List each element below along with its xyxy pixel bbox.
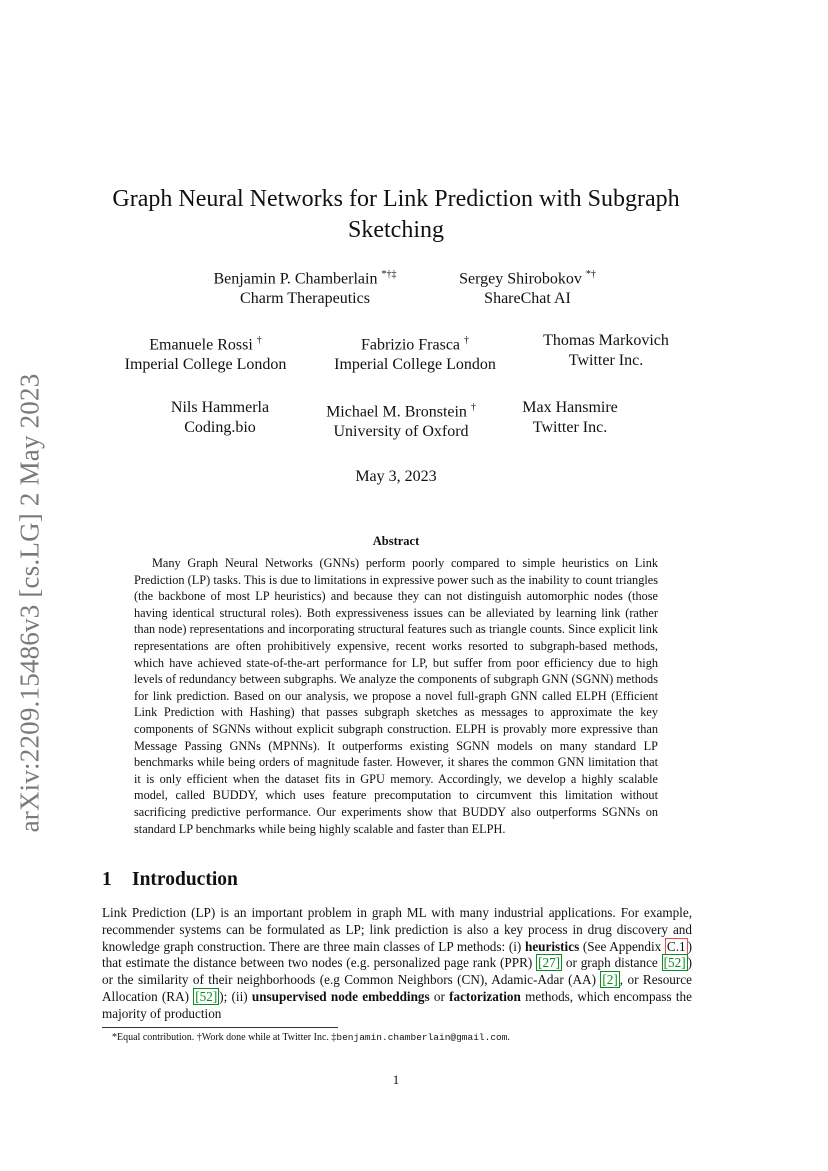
author-block bbox=[520, 331, 692, 371]
arxiv-sidebar bbox=[8, 358, 52, 848]
intro-text: Link Prediction (LP) is an important problem in graph ML with many industrial applications. For example, recommender systems can be formulated as LP; link prediction is also a key process in drug discovery and knowledge graph construction. There are three main classes of LP methods: (i) bbox=[102, 905, 692, 954]
abstract-heading: Abstract bbox=[372, 534, 420, 548]
footnote-rule bbox=[102, 1027, 338, 1028]
author-marks: *† bbox=[585, 269, 596, 280]
footnote-text: *Equal contribution. bbox=[112, 1032, 197, 1043]
author-block bbox=[108, 331, 303, 375]
intro-text: or bbox=[429, 988, 450, 1004]
arxiv-identifier: arXiv:2209.15486v3 [cs.LG] 2 May 2023 bbox=[14, 373, 45, 833]
author-affiliation: Imperial College London bbox=[334, 356, 496, 374]
author-affiliation: ShareChat AI bbox=[484, 290, 571, 308]
author-affiliation: Charm Therapeutics bbox=[240, 290, 370, 308]
citation-link[interactable]: [27] bbox=[538, 955, 561, 971]
intro-text: ); (ii) bbox=[219, 988, 252, 1004]
author-name: Emanuele Rossi bbox=[149, 336, 253, 354]
intro-bold: factorization bbox=[449, 988, 521, 1004]
author-name: Max Hansmire bbox=[522, 399, 618, 416]
intro-text: (See Appendix bbox=[579, 938, 665, 954]
author-affiliation: University of Oxford bbox=[333, 423, 469, 441]
intro-text: , or Resource Allocation (RA) bbox=[102, 972, 692, 1004]
author-block bbox=[180, 265, 430, 309]
author-affiliation: Twitter Inc. bbox=[532, 419, 608, 436]
section-heading bbox=[102, 869, 238, 891]
author-affiliation: Imperial College London bbox=[124, 356, 287, 374]
section-title: Introduction bbox=[132, 869, 238, 890]
intro-paragraph bbox=[102, 905, 692, 1023]
author-affiliation: Twitter Inc. bbox=[568, 352, 644, 369]
author-block bbox=[316, 331, 514, 375]
author-block bbox=[430, 265, 625, 309]
citation-link[interactable]: [2] bbox=[602, 972, 618, 988]
citation-link[interactable]: [52] bbox=[663, 955, 686, 971]
author-marks: † bbox=[470, 402, 476, 413]
intro-bold: unsupervised node embeddings bbox=[251, 988, 430, 1004]
appendix-link[interactable]: C.1 bbox=[666, 938, 686, 954]
author-block bbox=[150, 398, 290, 438]
author-marks: † bbox=[464, 335, 470, 346]
intro-bold: heuristics bbox=[524, 938, 580, 954]
intro-text: ) that estimate the distance between two nodes (e.g. personalized page rank (PPR) bbox=[102, 938, 693, 971]
author-name: Thomas Markovich bbox=[543, 332, 669, 349]
intro-text: ) or the similarity of their neighborhoods (e.g Common Neighbors (CN), Adamic-Adar (AA) bbox=[102, 955, 692, 988]
footnote-text: . bbox=[507, 1032, 510, 1043]
author-marks: † bbox=[256, 335, 262, 346]
author-name: Michael M. Bronstein bbox=[326, 403, 467, 421]
citation-link[interactable]: [52] bbox=[195, 988, 218, 1004]
author-affiliation: Coding.bio bbox=[184, 419, 256, 436]
footnote-text: †Work done while at Twitter Inc. bbox=[196, 1032, 332, 1043]
author-name: Fabrizio Frasca bbox=[360, 336, 461, 354]
footnote bbox=[112, 1032, 510, 1043]
author-name: Nils Hammerla bbox=[170, 399, 270, 416]
abstract-text: Many Graph Neural Networks (GNNs) perform poorly compared to simple heuristics on Link Prediction (LP) tasks. This is due to limitations in expressive power such as the inability to count triangles (the backbone of most LP heuristics) and because they can not distinguish automorphic nodes (those having identical structural roles). Both expressiveness issues can be alleviated by learning link (rather than node) representations and incorporating structural features such as triangle counts. Since explicit link representations are often prohibitively expensive, recent works resorted to subgraph-based methods, which have achieved state-of-the-art performance for LP, but suffer from poor efficiency due to high levels of redundancy between subgraphs. We analyze the components of subgraph GNN (SGNN) methods for link prediction. Based on our analysis, we propose a novel full-graph GNN called ELPH (Efficient Link Prediction with Hashing) that passes subgraph sketches as messages to approximate the key components of SGNNs without explicit subgraph construction. ELPH is provably more expressive than Message Passing GNNs (MPNNs). It outperforms existing SGNN models on many standard LP benchmarks while being orders of magnitude faster. However, it shares the common GNN limitation that it is only efficient when the dataset fits in GPU memory. Accordingly, we develop a highly scalable model, called BUDDY, which uses feature precomputation to circumvent this limitation without sacrificing predictive performance. Our experiments show that BUDDY also outperforms SGNNs on standard LP benchmarks while being highly scalable and faster than ELPH. bbox=[134, 556, 658, 836]
paper-date: May 3, 2023 bbox=[355, 468, 437, 485]
author-block bbox=[505, 398, 635, 438]
footnote-text: ‡ bbox=[331, 1032, 337, 1043]
abstract-body bbox=[134, 555, 658, 837]
intro-text: methods, which encompass the majority of production bbox=[102, 988, 692, 1021]
section-number: 1 bbox=[102, 869, 112, 890]
author-marks: *†‡ bbox=[381, 269, 397, 280]
footnote-email: benjamin.chamberlain@gmail.com bbox=[336, 1032, 508, 1043]
intro-text: or graph distance bbox=[562, 955, 662, 971]
author-block bbox=[305, 398, 497, 442]
page-number: 1 bbox=[392, 1072, 400, 1087]
paper-title: Graph Neural Networks for Link Prediction with Subgraph Sketching bbox=[112, 186, 680, 243]
author-name: Benjamin P. Chamberlain bbox=[213, 270, 378, 288]
author-name: Sergey Shirobokov bbox=[459, 270, 582, 288]
